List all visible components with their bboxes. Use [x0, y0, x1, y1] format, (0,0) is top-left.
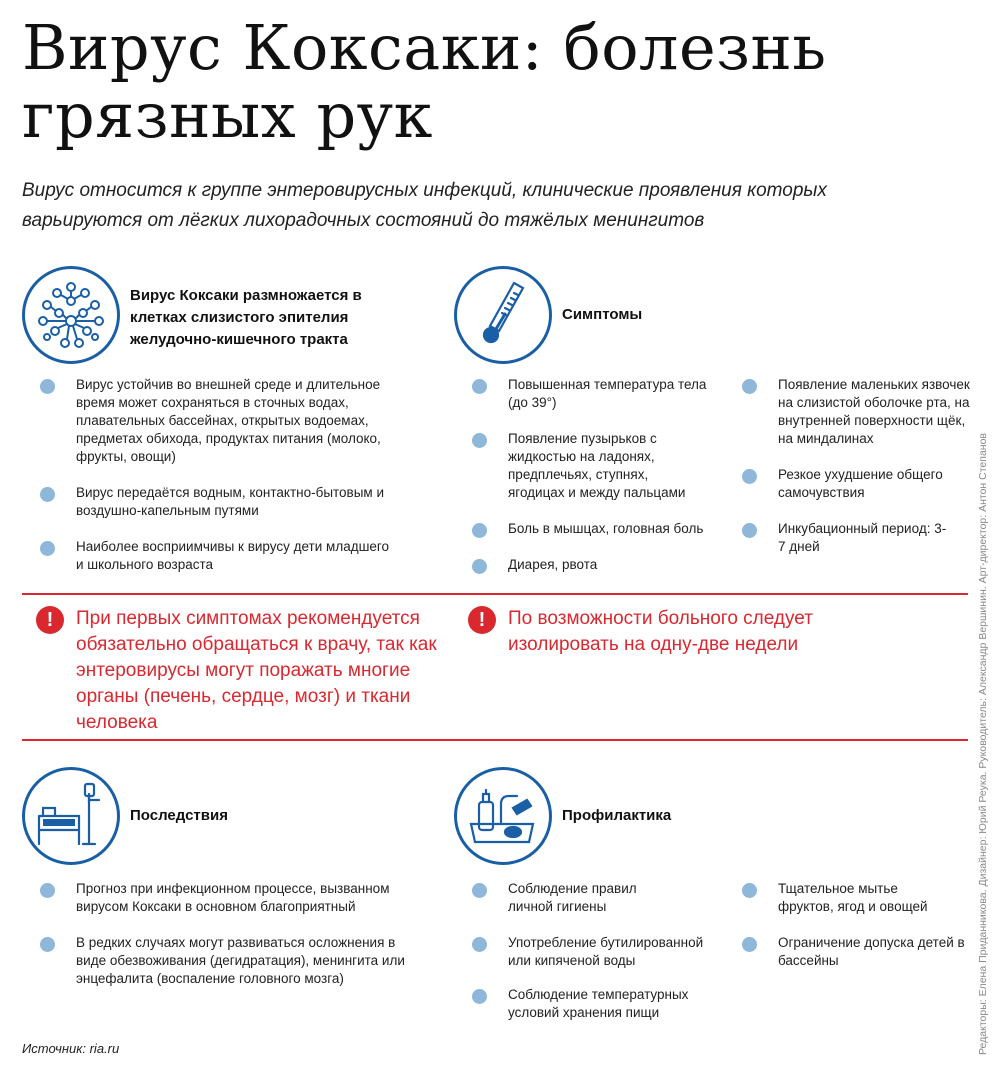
bullet-dot: [742, 469, 757, 484]
list-item-text: Повышенная температура тела (до 39°): [508, 377, 707, 410]
bullet-dot: [472, 937, 487, 952]
page-subtitle: Вирус относится к группе энтеровирусных инфекций, клинические проявления которых варьируются от лёгких лихорадочных состояний до тяжёлых менингитов: [22, 180, 827, 231]
list-item-text: В редких случаях могут развиваться осложнения в виде обезвоживания (дегидратация), менингита или энцефалита (воспаление головного мозга): [76, 935, 405, 986]
warning-divider-bottom: [22, 739, 968, 741]
list-item-text: Появление маленьких язвочек на слизистой оболочке рта, на внутренней поверхности щёк, на миндалинах: [778, 377, 970, 446]
bullet-dot: [742, 523, 757, 538]
consequences-section-title: Последствия: [130, 807, 228, 824]
virus-cells-icon: [22, 266, 120, 364]
list-item-text: Соблюдение правил личной гигиены: [508, 881, 637, 914]
bullet-dot: [40, 379, 55, 394]
hygiene-icon: [454, 767, 552, 865]
bullet-dot: [472, 433, 487, 448]
list-item-text: Вирус передаётся водным, контактно-бытовым и воздушно-капельным путями: [76, 485, 385, 518]
virus-section-title: Вирус Коксаки размножается в клетках слизистого эпителия желудочно-кишечного тракта: [130, 287, 362, 348]
bullet-dot: [472, 379, 487, 394]
hospital-bed-icon: [22, 767, 120, 865]
page-title: Вирус Коксаки: болезнь грязных рук: [22, 11, 827, 152]
exclamation-icon: !: [36, 606, 64, 634]
list-item-text: Прогноз при инфекционном процессе, вызванном вирусом Коксаки в основном благоприятный: [76, 881, 390, 914]
warning-divider-top: [22, 593, 968, 595]
bullet-dot: [742, 937, 757, 952]
symptoms-section-title: Симптомы: [562, 306, 643, 323]
source-note: Источник: ria.ru: [22, 1041, 120, 1056]
list-item-text: Тщательное мытье фруктов, ягод и овощей: [778, 881, 928, 914]
bullet-dot: [40, 487, 55, 502]
list-item-text: Резкое ухудшение общего самочувствия: [778, 467, 943, 500]
list-item-text: Появление пузырьков с жидкостью на ладонях, предплечьях, ступнях, ягодицах и между пальцами: [508, 431, 686, 500]
bullet-dot: [40, 937, 55, 952]
bullet-dot: [472, 989, 487, 1004]
bullet-dot: [472, 523, 487, 538]
list-item-text: Диарея, рвота: [508, 557, 598, 572]
list-item-text: Наиболее восприимчивы к вирусу дети младшего и школьного возраста: [76, 539, 390, 572]
warning-text-right: По возможности больного следует изолировать на одну-две недели: [508, 608, 813, 655]
list-item-text: Употребление бутилированной или кипяченой воды: [508, 935, 704, 968]
thermometer-icon: [454, 266, 552, 364]
credits: Редакторы: Елена Приданникова. Дизайнер: Юрий Реука. Руководитель: Александр Вершинин. Арт-директор: Антон Степанов: [977, 433, 989, 1055]
list-item-text: Соблюдение температурных условий хранения пищи: [508, 987, 689, 1020]
list-item-text: Ограничение допуска детей в бассейны: [778, 935, 965, 968]
warning-text-left: При первых симптомах рекомендуется обязательно обращаться к врачу, так как энтеровирусы могут поражать многие органы (печень, сердце, мозг) и ткани человека: [76, 608, 437, 733]
exclamation-icon: !: [468, 606, 496, 634]
bullet-dot: [472, 559, 487, 574]
prevention-section-title: Профилактика: [562, 807, 672, 824]
list-item-text: Вирус устойчив во внешней среде и длительное время может сохраняться в сточных водах, плавательных бассейнах, открытых водоемах, предметах обихода, продуктах питания (молоко, фрукты, овощи): [76, 377, 381, 464]
list-item-text: Инкубационный период: 3-7 дней: [778, 521, 947, 554]
bullet-dot: [742, 883, 757, 898]
bullet-dot: [40, 541, 55, 556]
bullet-dot: [40, 883, 55, 898]
list-item-text: Боль в мышцах, головная боль: [508, 521, 704, 536]
bullet-dot: [472, 883, 487, 898]
bullet-dot: [742, 379, 757, 394]
